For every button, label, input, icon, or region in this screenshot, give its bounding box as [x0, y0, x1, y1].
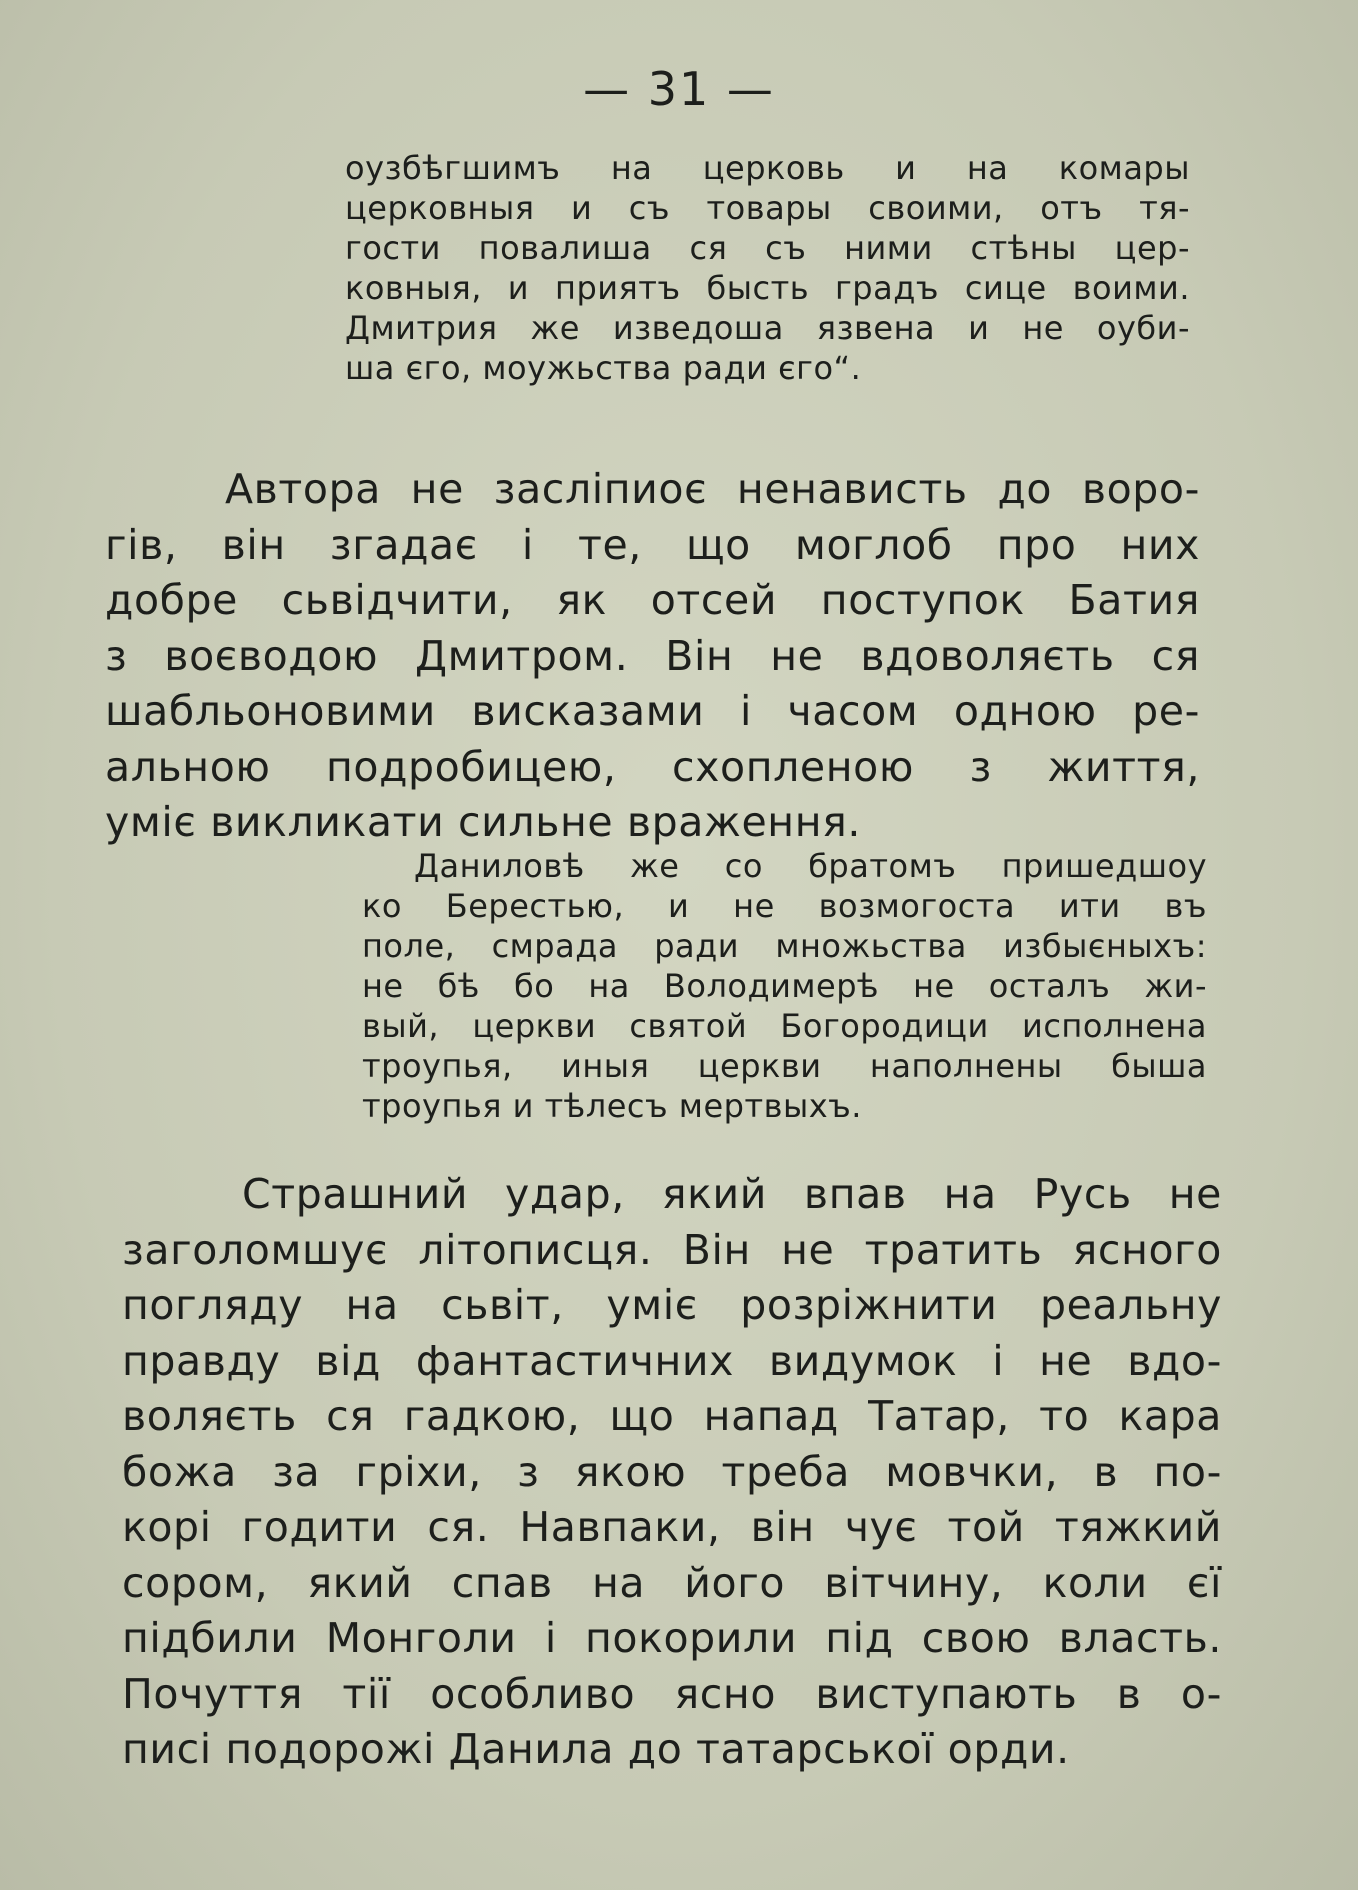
quote-2-line: вый, церкви святой Богородици исполнена — [362, 1007, 1207, 1045]
paragraph-2-line: Страшний удар, який впав на Русь не — [242, 1170, 1222, 1218]
quote-2-line: поле, смрада ради множьства избыєныхъ: — [362, 927, 1207, 965]
page-number: — 31 — — [583, 62, 775, 116]
quote-1-line: церковныя и съ товары своими, отъ тя- — [345, 189, 1190, 227]
paragraph-2-line: божа за гріхи, з якою треба мовчки, в по- — [122, 1447, 1222, 1496]
paragraph-1-line: Автора не засліпиоє ненависть до воро- — [225, 465, 1200, 513]
paragraph-1-line: гів, він згадає і те, що моглоб про них — [105, 520, 1200, 569]
quote-2-line: ко Берестью, и не возмогоста ити въ — [362, 887, 1207, 925]
paragraph-2-line: сором, який спав на його вітчину, коли єї — [122, 1558, 1222, 1607]
paragraph-2-line: заголомшує літописця. Він не тратить ясного — [122, 1225, 1222, 1274]
quote-1 — [345, 148, 1190, 388]
quote-2-line: троупья, иныя церкви наполнены быша — [362, 1047, 1207, 1085]
paragraph-2 — [122, 1167, 1222, 1778]
quote-1-line: оузбѣгшимъ на церковь и на комары — [345, 149, 1190, 187]
paragraph-1-line: уміє викликати сильне враження. — [105, 798, 861, 846]
quote-1-line: ша єго, моужьства ради єго“. — [345, 349, 862, 387]
paragraph-1-line: добре сьвідчити, як отсей поступок Батия — [105, 576, 1200, 624]
paragraph-1-line: альною подробицею, схопленою з життя, — [105, 742, 1200, 791]
paragraph-1 — [105, 462, 1200, 851]
paragraph-2-line: корі годити ся. Навпаки, він чує той тяжкий — [122, 1503, 1222, 1551]
quote-1-line: ковныя, и приятъ бысть градъ сице воими. — [345, 269, 1190, 307]
paragraph-2-line: Почуття тії особливо ясно виступають в о- — [122, 1669, 1222, 1718]
paragraph-1-line: шабльоновими висказами і часом одною ре- — [105, 687, 1200, 735]
paragraph-2-line: писі подорожі Данила до татарської орди. — [122, 1725, 1070, 1773]
quote-2 — [362, 846, 1207, 1126]
quote-2-line: не бѣ бо на Володимерѣ не осталъ жи- — [362, 967, 1207, 1005]
quote-2-line: троупья и тѣлесъ мертвыхъ. — [362, 1087, 862, 1125]
paragraph-2-line: воляєть ся гадкою, що напад Татар, то кара — [122, 1392, 1222, 1440]
paragraph-2-line: підбили Монголи і покорили під свою власть. — [122, 1614, 1222, 1662]
paragraph-2-line: правду від фантастичних видумок і не вдо- — [122, 1336, 1222, 1385]
paragraph-2-line: погляду на сьвіт, уміє розріжнити реальну — [122, 1281, 1222, 1329]
quote-1-line: Дмитрия же изведоша язвена и не оуби- — [345, 309, 1190, 347]
quote-2-line: Даниловѣ же со братомъ пришедшоу — [414, 847, 1207, 885]
paragraph-1-line: з воєводою Дмитром. Він не вдоволяєть ся — [105, 631, 1200, 680]
quote-1-line: гости повалиша ся съ ними стѣны цер- — [345, 229, 1190, 267]
